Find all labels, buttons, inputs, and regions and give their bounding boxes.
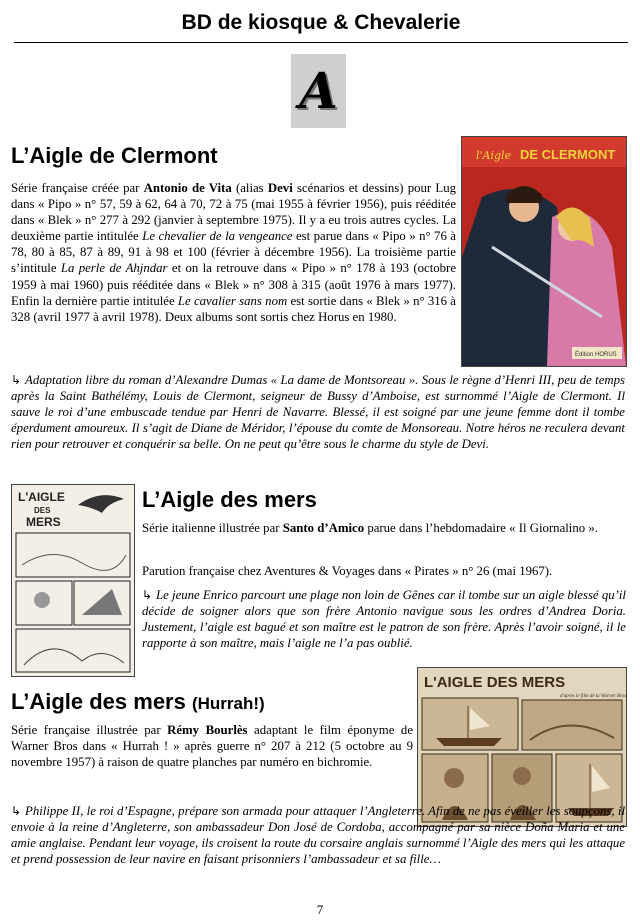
sec3-synopsis: ↳ Philippe II, le roi d’Espagne, prépare son armada pour attaquer l’Angleterre. Afin de ne pas éveiller les soupçons, il envoie à la reine d’Angleterre, son ambassadeur Don José de Cordoba, accompagné par sa nièce Doña Maria et une amie anglaise. Pendant leur voyage, ils croisent la route du corsaire anglais surnommé l’Aigle des mers qui les attaque et prend possession de leur navire en faisant prisonniers l’ambassadeur et sa fille…: [11, 804, 625, 867]
section-title-aigle-des-mers-hurrah: L’Aigle des mers (Hurrah!): [11, 689, 265, 714]
cover3-banner: L'AIGLE DES MERS: [424, 674, 566, 691]
cover3-caption: d'après le film de la Warner Bros: [560, 694, 626, 699]
page-number: 7: [316, 902, 324, 917]
arrow-return-icon: ↳: [11, 373, 22, 387]
cover2-title-line2: DES: [34, 506, 51, 515]
sec1-description: Série française créée par Antonio de Vita (alias Devi scénarios et dessins) pour Lug dans « Pipo » n° 57, 59 à 62, 64 à 70, 72 à 75 (mai 1955 à février 1956), puis rééditée dans « Blek » n° 277 à 292 (janvier à septembre 1975). Il y a eu trois autres cycles. La deuxième partie intitulée Le chevalier de la vengeance est parue dans « Pipo » n° 76 à 78, 80 à 85, 87 à 89, 91 à 98 et 100 (février à décembre 1956). La troisième partie s’intitule La perle de Ahjndar et on la retrouve dans « Pipo » n° 178 à 193 (octobre 1959 à mai 1960) puis rééditée dans « Blek » n° 308 à 315 (août 1976 à mars 1977). Enfin la dernière partie intitulée Le cavalier sans nom est sortie dans « Blek » n° 316 à 328 (avril 1977 à avril 1978). Deux albums sont sortis chez Horus en 1980.: [11, 181, 456, 324]
cover-aigle-des-mers: [11, 484, 135, 677]
page-header-title: BD de kiosque & Chevalerie: [14, 10, 628, 43]
cover2-title-line3: MERS: [26, 515, 61, 529]
sec1-synopsis: ↳ Adaptation libre du roman d’Alexandre Dumas « La dame de Montsoreau ». Sous le règne d’Henri III, peu de temps après la Saint Bathélémy, Louis de Clermont, seigneur de Bussy d’Amboise, est surnommé l’Aigle de Clermont. Il sauve le roi d’une embuscade tendue par Henri de Navarre. Blessé, il est soigné par une jeune femme dont il tombe éperdument amoureux. Il s’agit de Diane de Méridor, l’épouse du comte de Monsoreau. Notre héros ne reculera devant rien pour retrouver et conquérir sa belle. On ne peut qu’être sous le charme du style de Devi.: [11, 373, 625, 452]
section-title-aigle-des-mers: L’Aigle des mers: [142, 487, 317, 512]
sec3-description: Série française illustrée par Rémy Bourlès adaptant le film éponyme de Warner Bros dans « Hurrah ! » après guerre n° 207 à 212 (5 octobre au 9 novembre 1957) à raison de quatre planches par numéro en bichromie.: [11, 723, 414, 770]
sec2-publication: Parution française chez Aventures & Voyages dans « Pirates » n° 26 (mai 1967).: [142, 564, 553, 578]
arrow-return-icon: ↳: [142, 588, 153, 602]
section-title-aigle-de-clermont: L’Aigle de Clermont: [11, 143, 218, 168]
cover1-title-right: DE CLERMONT: [520, 147, 616, 162]
cover2-title-line1: L'AIGLE: [18, 490, 65, 504]
cover-aigle-de-clermont: [461, 136, 627, 367]
cover-aigle-des-mers-art: [12, 485, 134, 676]
arrow-return-icon: ↳: [11, 804, 22, 818]
sec2-description: Série italienne illustrée par Santo d’Amico parue dans l’hebdomadaire « Il Giornalino ».: [142, 521, 598, 535]
cover1-publisher: Édition HORUS: [575, 352, 617, 358]
section-title-hurrah-suffix: (Hurrah!): [191, 694, 265, 713]
dropcap-letter: A: [291, 54, 346, 128]
sec2-synopsis: ↳ Le jeune Enrico parcourt une plage non loin de Gênes car il tombe sur un aigle blessé qu’il décide de soigner alors que son frère Antonio navigue sous les ordres d’Andrea Doria. Justement, l’aigle est bagué et son maître est le patron de son frère. Après l’avoir soigné, il le rapporte à son maître, mais l’aigle ne l’a pas oublié.: [142, 588, 626, 651]
cover1-title-left: l'Aigle: [476, 149, 512, 162]
cover-aigle-de-clermont-art: [462, 137, 626, 366]
